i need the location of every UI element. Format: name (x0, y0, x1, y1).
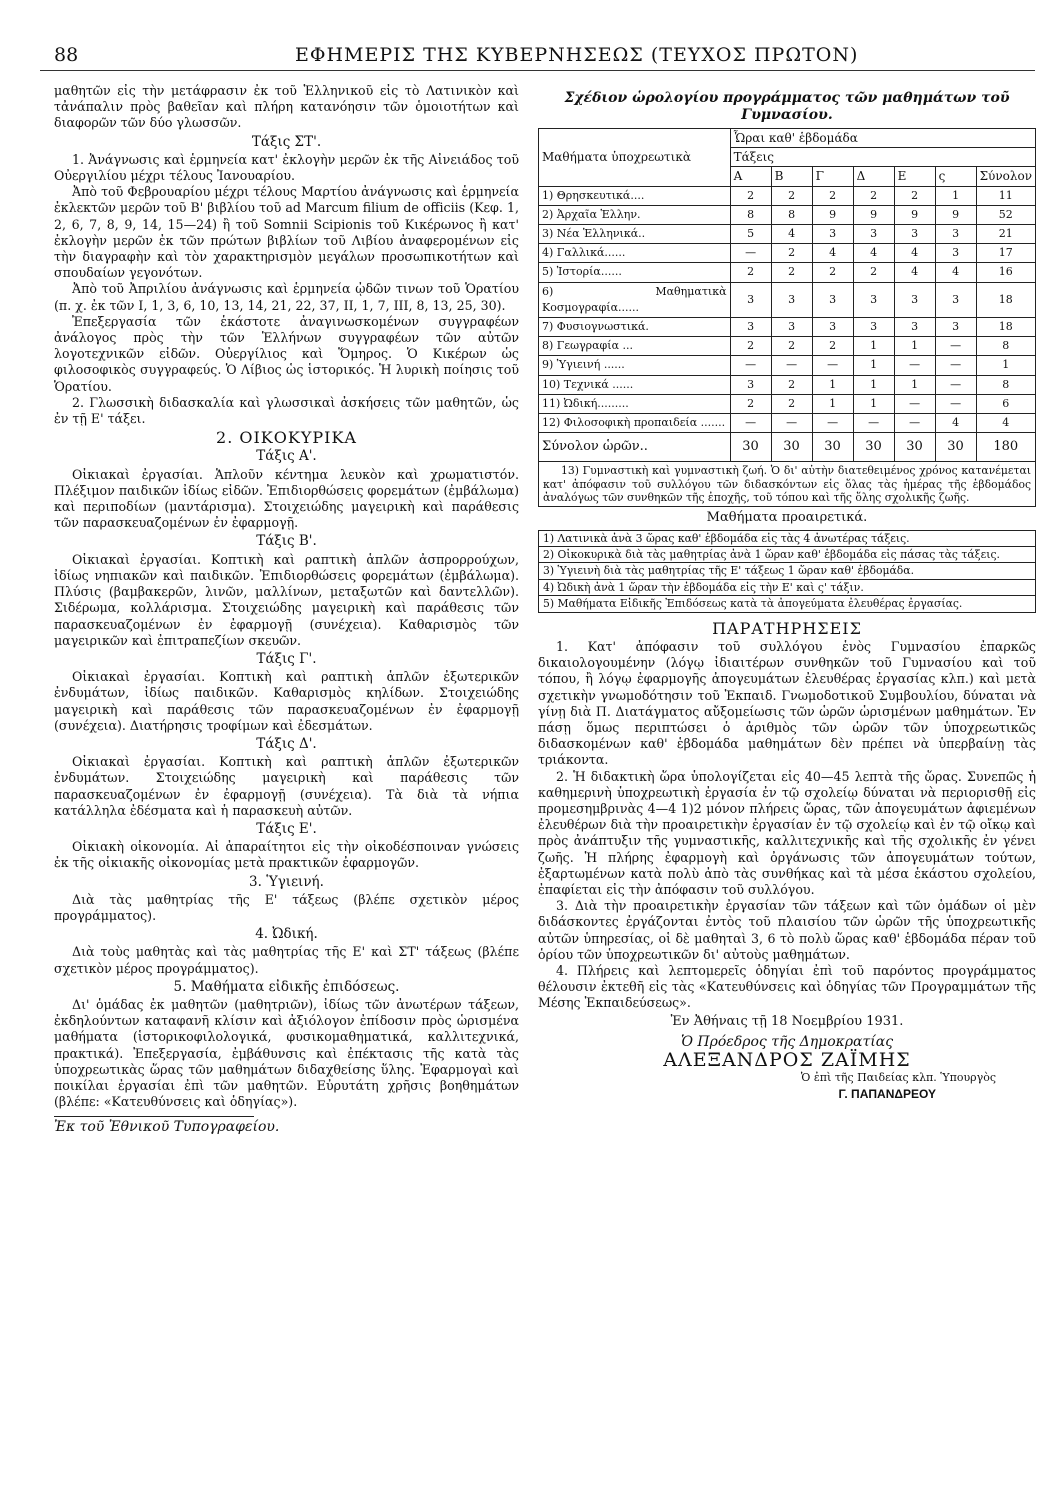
hours-cell: 30 (771, 433, 812, 462)
paragraph: Οἰκιακαὶ ἐργασίαι. Κοπτικὴ καὶ ραπτικὴ ἁπλῶν ἐξωτερικῶν ἐνδυμάτων, ἰδίως παιδικῶν. Καθαρισμὸς κηλίδων. Στοιχειώδης μαγειρικὴ καὶ παράθεσις τῶν παρασκευαζομένων ἐν ἐφαρμογῇ (συνέχεια). Διατήρησις τροφίμων καὶ ἐδεσμάτων. (54, 669, 519, 733)
hours-cell: — (730, 244, 771, 263)
class-label: Ε (894, 167, 935, 186)
paragraph: Οἰκιακαὶ ἐργασίαι. Κοπτικὴ καὶ ραπτικὴ ἁπλῶν ἐξωτερικῶν ἐνδυμάτων. Στοιχειώδης μαγειρικὴ καὶ παράθεσις τῶν παρασκευαζομένων ἐν ἐφαρμογῇ (συνέχεια). Τὰ διὰ τὰ νήπια κατάλληλα ἐδέσματα καὶ ἡ παρασκευὴ αὐτῶν. (54, 754, 519, 818)
hours-cell: 2 (730, 263, 771, 282)
hours-cell: 2 (853, 263, 894, 282)
hours-cell: 3 (853, 225, 894, 244)
hours-cell: 4 (935, 414, 976, 433)
subject-name: 1) Θρησκευτικά.... (539, 186, 731, 205)
president-name: ΑΛΕΞΑΝΔΡΟΣ ΖΑΪΜΗΣ (663, 1048, 911, 1071)
hours-cell: 30 (853, 433, 894, 462)
optional-item: 3) Ὑγιεινὴ διὰ τὰς μαθητρίας τῆς Ε' τάξεως 1 ὥραν καθ' ἑβδομάδα. (539, 563, 1035, 579)
optional-item: 1) Λατινικὰ ἀνὰ 3 ὥρας καθ' ἑβδομάδα εἰς τὰς 4 ἀνωτέρας τάξεις. (539, 531, 1035, 547)
hours-cell: 2 (771, 186, 812, 205)
hours-cell: 8 (976, 375, 1035, 394)
hours-cell: 4 (894, 244, 935, 263)
hours-cell: 4 (976, 414, 1035, 433)
hours-cell: — (771, 414, 812, 433)
minister-name: Γ. ΠΑΠΑΝΔΡΕΟΥ (838, 1087, 936, 1102)
hours-cell: 1 (853, 375, 894, 394)
hours-cell: 30 (935, 433, 976, 462)
subject-name: 3) Νέα Ἑλληνικά.. (539, 225, 731, 244)
remarks-heading: ΠΑΡΑΤΗΡΗΣΕΙΣ (712, 618, 862, 638)
subject-row (539, 414, 1036, 433)
optional-title: Μαθήματα προαιρετικά. (706, 510, 868, 526)
hours-cell: — (935, 337, 976, 356)
hours-cell: 2 (894, 186, 935, 205)
hours-cell: 9 (812, 205, 853, 224)
optional-item: 5) Μαθήματα Εἰδικῆς Ἐπιδόσεως κατὰ τὰ ἀπογεύματα ἐλευθέρας ἐργασίας. (543, 597, 963, 611)
hours-cell: 3 (935, 244, 976, 263)
class-g-heading: Τάξις Γ'. (256, 650, 317, 667)
hours-cell: — (771, 356, 812, 375)
date-line: Ἐν Ἀθήναις τῇ 18 Νοεμβρίου 1931. (670, 1013, 904, 1029)
hours-cell: 8 (771, 205, 812, 224)
optional-list (538, 530, 1036, 613)
hours-cell: — (935, 356, 976, 375)
class-label: Β (771, 167, 812, 186)
hours-cell: 2 (812, 337, 853, 356)
hours-cell: 9 (894, 205, 935, 224)
hours-header: Ὧραι καθ' ἑβδομάδα (730, 129, 1035, 148)
class-st-heading: Τάξις ΣΤ'. (251, 133, 322, 150)
class-label: ς (935, 167, 976, 186)
hours-cell: 11 (976, 186, 1035, 205)
hours-cell: 4 (853, 244, 894, 263)
hours-cell: — (894, 414, 935, 433)
paragraph: 1. Ἀνάγνωσις καὶ ἑρμηνεία κατ' ἐκλογὴν μερῶν ἐκ τῆς Αἰνειάδος τοῦ Οὐεργιλίου μέχρι τέλους Ἰανουαρίου. (54, 151, 519, 184)
hours-cell: 3 (894, 318, 935, 337)
class-label: Γ (812, 167, 853, 186)
hours-cell: 3 (894, 225, 935, 244)
note-13 (538, 462, 1036, 507)
subject-name: 7) Φυσιογνωστικά. (539, 318, 731, 337)
subject-row (539, 282, 1036, 317)
hours-cell: 18 (976, 282, 1035, 317)
remark-3: 3. Διὰ τὴν προαιρετικὴν ἐργασίαν τῶν τάξεων καὶ τῶν ὁμάδων οἱ μὲν διδάσκοντες ἐργάζονται ἐντὸς τοῦ πλαισίου τῶν ὡρῶν τῆς ὑποχρεωτικῆς αὐτῶν ὑπηρεσίας, οἱ δὲ μαθηταὶ 3, 6 τὸ πολὺ ὥρας καθ' ἑβδομάδα πέραν τοῦ ὁρίου τῶν ὑποχρεωτικῶν δι' αὐτοὺς μαθημάτων. (538, 898, 1036, 962)
subject-row (539, 244, 1036, 263)
subject-row (539, 337, 1036, 356)
subject-row (539, 394, 1036, 413)
hours-cell: 2 (730, 337, 771, 356)
hours-cell: — (935, 375, 976, 394)
subject-name: 5) Ἱστορία...... (539, 263, 731, 282)
subject-name: 10) Τεχνικά ...... (539, 375, 731, 394)
printer-credit: Ἐκ τοῦ Ἐθνικοῦ Τυπογραφείου. (54, 1119, 280, 1136)
schedule-title: Σχέδιον ὡρολογίου προγράμματος τῶν μαθημάτων τοῦ Γυμνασίου. (564, 90, 1010, 123)
optional-item: 2) Οἰκοκυρικὰ διὰ τὰς μαθητρίας ἀνὰ 1 ὥραν καθ' ἑβδομάδα εἰς πάσας τὰς τάξεις. (539, 547, 1035, 563)
hours-cell: 1 (812, 375, 853, 394)
hours-cell: 9 (935, 205, 976, 224)
hours-cell: 2 (771, 375, 812, 394)
subject-name: 8) Γεωγραφία ... (539, 337, 731, 356)
hours-cell: 3 (812, 225, 853, 244)
hours-cell: 180 (976, 433, 1035, 462)
divider (54, 1116, 254, 1117)
subject-row (539, 205, 1036, 224)
hours-cell: 3 (730, 375, 771, 394)
hours-cell: 30 (894, 433, 935, 462)
hours-cell: 2 (771, 263, 812, 282)
subject-name: 12) Φιλοσοφικὴ προπαιδεία ....... (539, 414, 731, 433)
hours-cell: 4 (771, 225, 812, 244)
hours-cell: 1 (976, 356, 1035, 375)
hours-cell: 1 (853, 337, 894, 356)
classes-header: Τάξεις (730, 148, 1035, 167)
class-label: Δ (853, 167, 894, 186)
hours-cell: 2 (771, 244, 812, 263)
hours-cell: — (853, 414, 894, 433)
section-heading-home-economics: 2. ΟΙΚΟΚΥΡΙΚΑ (216, 428, 357, 448)
subject-row (539, 225, 1036, 244)
paragraph: Οἰκιακαὶ ἐργασίαι. Κοπτικὴ καὶ ραπτικὴ ἁπλῶν ἀσπρορρούχων, ἰδίως νηπιακῶν καὶ παιδικῶν. Ἐπιδιορθώσεις φορεμάτων (ἐμβάλωμα). Πλύσις (βαμβακερῶν, λινῶν, μαλλίνων, μεταξωτῶν καὶ δαντελλῶν). Σιδέρωμα, κολλάρισμα. Στοιχειώδης μαγειρικὴ καὶ παράθεσις τῶν παρασκευαζομένων ἐν ἐφαρμογῇ (συνέχεια). Καθαρισμὸς τῶν μαγειρικῶν καὶ ἐπιτραπεζίων σκευῶν. (54, 551, 519, 648)
subject-name: 6) Μαθηματικὰ Κοσμογραφία...... (539, 282, 731, 317)
paragraph: Οἰκιακαὶ ἐργασίαι. Ἁπλοῦν κέντημα λευκὸν καὶ χρωματιστόν. Πλέξιμον παιδικῶν ἰδίως εἰδῶν. Ἐπιδιορθώσεις φορεμάτων (ἐμβάλωμα) καὶ περιποδίων (μαντάρισμα). Στοιχειώδης μαγειρικὴ καὶ παράθεσις τῶν παρασκευαζομένων ἐν ἐφαρμογῇ. (54, 466, 519, 531)
paragraph: Οἰκιακὴ οἰκονομία. Αἱ ἀπαραίτητοι εἰς τὴν οἰκοδέσποιναν γνώσεις ἐκ τῆς οἰκιακῆς οἰκονομίας μετὰ πρακτικῶν ἐφαρμογῶν. (54, 839, 519, 871)
hours-cell: 3 (812, 318, 853, 337)
hours-cell: 2 (730, 394, 771, 413)
note-13-text: 13) Γυμναστικὴ καὶ γυμναστικὴ ζωή. Ὁ δι' αὐτὴν διατεθειμένος χρόνος κατανέμεται κατ' ἀπόφασιν τοῦ συλλόγου τῶν διδασκόντων εἰς ὅλας τὰς ἡμέρας τῆς ἑβδομάδος ἀναλόγως τῶν συνθηκῶν τῆς ἐποχῆς, τοῦ τόπου καὶ τῆς ὅλης σχολικῆς ζωῆς. (543, 464, 1031, 505)
hours-cell: 3 (935, 225, 976, 244)
page-header (40, 42, 1035, 71)
optional-item: 4) Ὠδικὴ ἀνὰ 1 ὥραν τὴν ἑβδομάδα εἰς τὴν Ε' καὶ ς' τάξιν. (539, 580, 1035, 596)
remark-1: 1. Κατ' ἀπόφασιν τοῦ συλλόγου ἑνὸς Γυμνασίου ἐπαρκῶς δικαιολογουμένην (λόγῳ ἰδιαιτέρων συνθηκῶν τοῦ Γυμνασίου καὶ τοῦ τόπου, ἢ λόγῳ ἐφαρμογῆς ἀπογευμάτων ἐλευθέρας ἐργασίας κλπ.) καὶ μετὰ σχετικὴν γνωμοδότησιν τοῦ Ἐκπαιδ. Γνωμοδοτικοῦ Συμβουλίου, δύναται νὰ γίνῃ διὰ Π. Διατάγματος αὔξομείωσις τῶν ὡρῶν ὡρισμένων μαθημάτων. Ἐν πάσῃ ὅμως περιπτώσει ὁ ἀριθμὸς τῶν ὡρῶν τῶν ὑποχρεωτικῶς διδασκομένων καθ' ἑβδομάδα μαθημάτων δὲν πρέπει νὰ ὑπερβαίνῃ τὰς τριάκοντα. (538, 638, 1036, 768)
hours-cell: 9 (853, 205, 894, 224)
left-column (54, 83, 519, 1136)
class-b-heading: Τάξις Β'. (256, 533, 317, 550)
hours-cell: — (812, 414, 853, 433)
hours-cell: 30 (812, 433, 853, 462)
class-e-heading: Τάξις Ε'. (256, 820, 317, 837)
hours-cell: 6 (976, 394, 1035, 413)
intro-paragraph: μαθητῶν εἰς τὴν μετάφρασιν ἐκ τοῦ Ἑλληνικοῦ εἰς τὸ Λατινικὸν καὶ τἀνάπαλιν πρὸς βαθεῖαν καὶ πλήρη κατανόησιν τῶν ὁμοιοτήτων καὶ διαφορῶν τῶν δύο γλωσσῶν. (54, 83, 519, 131)
section-music-heading: 4. Ὠδική. (255, 926, 318, 943)
hours-cell: 2 (812, 186, 853, 205)
hours-cell: 2 (812, 263, 853, 282)
section-special-heading: 5. Μαθήματα εἰδικῆς ἐπιδόσεως. (173, 978, 400, 995)
hours-cell: 8 (730, 205, 771, 224)
hours-cell: — (812, 356, 853, 375)
hours-cell: — (730, 414, 771, 433)
gazette-title: ΕΦΗΜΕΡΙΣ ΤΗΣ ΚΥΒΕΡΝΗΣΕΩΣ (ΤΕΥΧΟΣ ΠΡΩΤΟΝ) (295, 44, 859, 66)
hours-cell: — (894, 394, 935, 413)
paragraph: 2. Γλωσσικὴ διδασκαλία καὶ γλωσσικαὶ ἀσκήσεις τῶν μαθητῶν, ὡς ἐν τῇ Ε' τάξει. (54, 394, 519, 427)
subjects-header: Μαθήματα ὑποχρεωτικὰ (539, 129, 731, 187)
subject-name: 11) Ὠδική......... (539, 394, 731, 413)
hours-cell: 3 (894, 282, 935, 317)
hours-cell: 3 (935, 318, 976, 337)
class-d-heading: Τάξις Δ'. (256, 735, 317, 752)
hours-cell: 3 (853, 318, 894, 337)
class-a-heading: Τάξις Α'. (256, 448, 317, 465)
subject-row (539, 318, 1036, 337)
president-title: Ὁ Πρόεδρος τῆς Δημοκρατίας (680, 1033, 894, 1050)
hours-cell: 3 (771, 282, 812, 317)
hours-cell: 4 (894, 263, 935, 282)
class-label: Α (730, 167, 771, 186)
hours-cell: 1 (853, 394, 894, 413)
total-row (539, 433, 1036, 462)
paragraph: Δι' ὁμάδας ἐκ μαθητῶν (μαθητριῶν), ἰδίως τῶν ἀνωτέρων τάξεων, ἐκδηλούντων καταφανῆ κλίσιν καὶ ἀξιόλογον ἐπίδοσιν πρὸς ὡρισμένα μαθήματα (ἱστορικοφιλολογικά, φυσικομαθηματικά, καλλιτεχνικά, πρακτικά). Ἐπεξεργασία, ἐμβάθυνσις καὶ ἐπέκτασις τῆς κατὰ τὰς ὑποχρεωτικὰς ὥρας τῶν μαθημάτων διδαχθείσης ὕλης. Ἐφαρμογαὶ καὶ ποικίλαι ἐργασίαι ἐπὶ τῶν μαθητῶν. Εὐρυτάτη χρῆσις βοηθημάτων (βλέπε: «Κατευθύνσεις καὶ ὁδηγίας»). (54, 996, 519, 1110)
hours-cell: — (894, 356, 935, 375)
minister-title: Ὁ ἐπὶ τῆς Παιδείας κλπ. Ὑπουργὸς (800, 1071, 996, 1085)
hours-cell: 3 (935, 282, 976, 317)
schedule-body (539, 186, 1036, 462)
hours-cell: 3 (771, 318, 812, 337)
hours-cell: 1 (812, 394, 853, 413)
hours-cell: 18 (976, 318, 1035, 337)
hours-cell: 3 (730, 282, 771, 317)
paragraph: Ἐπεξεργασία τῶν ἑκάστοτε ἀναγινωσκομένων συγγραφέων ἀνάλογος πρὸς τὴν τῶν Ἑλλήνων συγγραφέων τῶν αὐτῶν λογοτεχνικῶν εἰδῶν. Οὐεργίλιος καὶ Ὅμηρος. Ὁ Κικέρων ὡς φιλοσοφικὸς συγγραφεύς. Ὁ Λίβιος ὡς ἱστορικός. Ἡ λυρικὴ ποίησις τοῦ Ὁρατίου. (54, 313, 519, 394)
hours-cell: 2 (730, 186, 771, 205)
hours-cell: 1 (853, 356, 894, 375)
remark-4: 4. Πλήρεις καὶ λεπτομερεῖς ὁδηγίαι ἐπὶ τοῦ παρόντος προγράμματος θέλουσιν ἐκτεθῆ εἰς τὰς «Κατευθύνσεις καὶ ὁδηγίας τῶν Προγραμμάτων τῆς Μέσης Ἐκπαιδεύσεως». (538, 962, 1036, 1011)
subject-row (539, 375, 1036, 394)
section-hygiene-heading: 3. Ὑγιεινή. (249, 873, 324, 890)
right-column (538, 90, 1036, 1103)
hours-cell: 17 (976, 244, 1035, 263)
page-number: 88 (54, 44, 79, 66)
hours-cell: 3 (853, 282, 894, 317)
hours-cell: 2 (771, 337, 812, 356)
hours-cell: 4 (812, 244, 853, 263)
subject-row (539, 263, 1036, 282)
hours-cell: 30 (730, 433, 771, 462)
hours-cell: — (730, 356, 771, 375)
class-label: Σύνολον (976, 167, 1035, 186)
hours-cell: 5 (730, 225, 771, 244)
subject-row (539, 356, 1036, 375)
hours-cell: 1 (894, 337, 935, 356)
hours-cell: 1 (935, 186, 976, 205)
hours-cell: 21 (976, 225, 1035, 244)
paragraph: Διὰ τοὺς μαθητὰς καὶ τὰς μαθητρίας τῆς Ε' καὶ ΣΤ' τάξεως (βλέπε σχετικὸν μέρος προγράμματος). (54, 944, 519, 976)
paragraph: Διὰ τὰς μαθητρίας τῆς Ε' τάξεως (βλέπε σχετικὸν μέρος προγράμματος). (54, 891, 519, 923)
hours-cell: 3 (730, 318, 771, 337)
subject-name: 4) Γαλλικά...... (539, 244, 731, 263)
paragraph: Ἀπὸ τοῦ Φεβρουαρίου μέχρι τέλους Μαρτίου ἀνάγνωσις καὶ ἑρμηνεία ἐκλεκτῶν μερῶν τοῦ Β' βιβλίου τοῦ ad Marcum filium de officiis (Κεφ. 1, 2, 6, 7, 8, 9, 14, 15—24) ἢ τοῦ Somnii Scipionis τοῦ Κικέρωνος ἢ κατ' ἐκλογὴν μερῶν ἐκ τῶν πρώτων βιβλίων τοῦ Λιβίου ἀναφερομένων εἰς τὴν διαγραφὴν καὶ τὸν χαρακτηρισμὸν μεγάλων προσωπικοτήτων καὶ σπουδαίων γεγονότων. (54, 184, 519, 281)
hours-cell: 1 (894, 375, 935, 394)
hours-cell: — (935, 394, 976, 413)
hours-cell: 4 (935, 263, 976, 282)
remark-2: 2. Ἡ διδακτικὴ ὥρα ὑπολογίζεται εἰς 40—45 λεπτὰ τῆς ὥρας. Συνεπῶς ἡ καθημερινὴ ὑποχρεωτικὴ ἐργασία ἐν τῷ σχολείῳ δύναται νὰ περιορισθῇ εἰς προμεσημβρινὰς 4—4 1)2 μόνον πλήρεις ὥρας, τῶν ἀπογευμάτων ἀφιεμένων ἐλευθέρων διὰ τὴν προαιρετικὴν ἐργασίαν ἐν τῷ σχολείῳ καὶ ἐν τῷ οἴκῳ καὶ πρὸς ἀνάπτυξιν τῆς γυμναστικῆς, καλλιτεχνικῆς καὶ τῆς σχολικῆς ἐν γένει ζωῆς. Ἡ πλήρης ἐφαρμογὴ καὶ ὀργάνωσις τῶν ἀπογευμάτων τούτων, ἐξαρτωμένων κατὰ πολὺ ἀπὸ τὰς συνθήκας καὶ τὰ μέσα ἑκάστου σχολείου, ἐπαφίεται εἰς τὴν ἀπόφασιν τοῦ συλλόγου. (538, 768, 1036, 897)
subject-name: 2) Ἀρχαῖα Ἑλλην. (539, 205, 731, 224)
subject-name: Σύνολον ὡρῶν.. (539, 433, 731, 462)
hours-cell: 16 (976, 263, 1035, 282)
schedule-table (538, 128, 1036, 462)
subject-row (539, 186, 1036, 205)
hours-cell: 8 (976, 337, 1035, 356)
hours-cell: 2 (771, 394, 812, 413)
subject-name: 9) Ὑγιεινή ...... (539, 356, 731, 375)
hours-cell: 3 (812, 282, 853, 317)
hours-cell: 52 (976, 205, 1035, 224)
paragraph: Ἀπὸ τοῦ Ἀπριλίου ἀνάγνωσις καὶ ἑρμηνεία ᾠδῶν τινων τοῦ Ὁρατίου (π. χ. ἐκ τῶν I, 1, 3, 6, 10, 13, 14, 21, 22, 37, II, 1, 7, III, 8, 13, 25, 30). (54, 281, 519, 313)
hours-cell: 2 (853, 186, 894, 205)
